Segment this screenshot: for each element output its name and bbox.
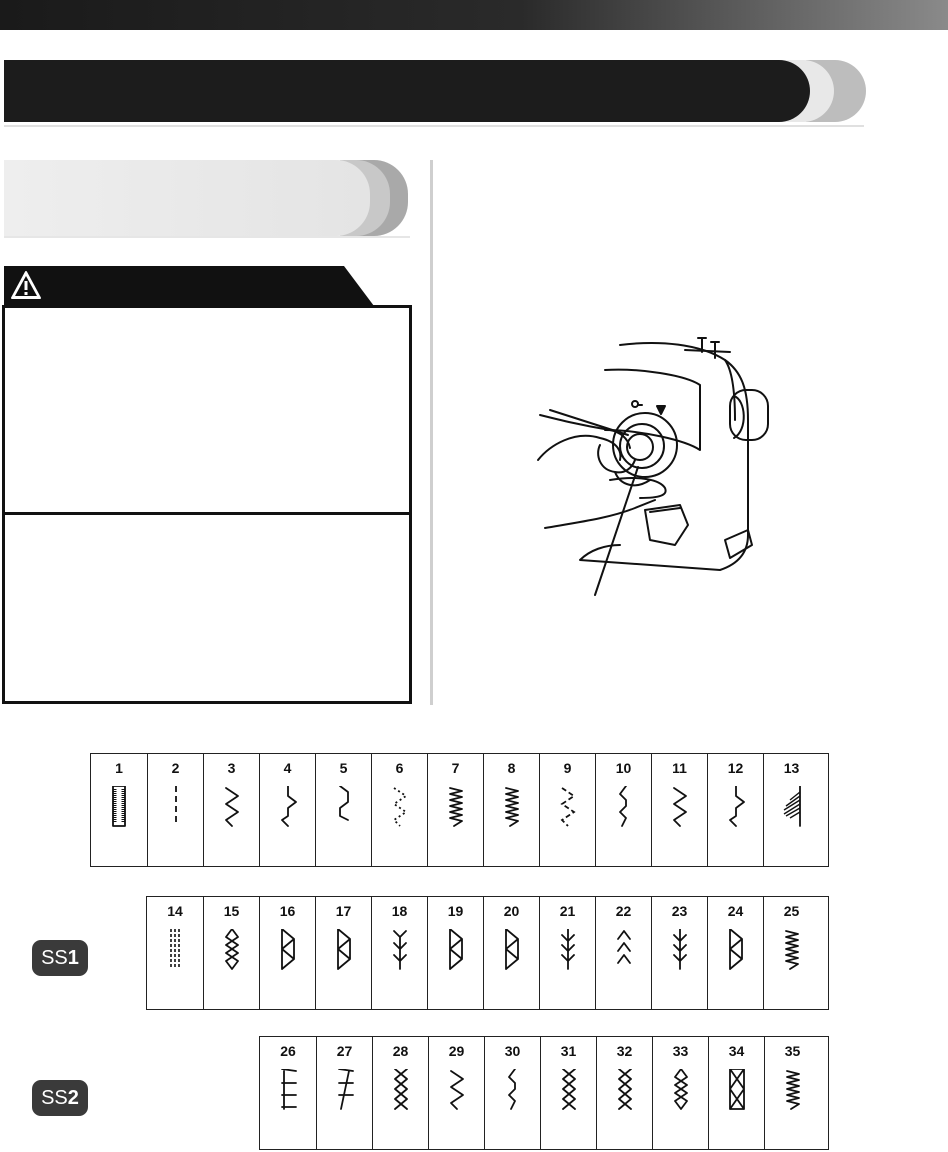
stitch-number: 6 (395, 760, 404, 776)
ss2-badge-text: SS (41, 1087, 68, 1109)
stitch-cell (427, 897, 483, 1009)
stitch-pattern-icon (559, 1069, 579, 1111)
stitch-cell (371, 754, 427, 866)
stitch-number: 27 (336, 1043, 353, 1059)
stitch-cell (371, 897, 427, 1009)
stitch-pattern-icon (502, 786, 522, 828)
stitch-pattern-icon (334, 929, 354, 971)
stitch-pattern-icon (558, 786, 578, 828)
stitch-pattern-icon (726, 929, 746, 971)
stitch-cell (764, 1037, 820, 1149)
stitch-number: 8 (507, 760, 516, 776)
stitch-cell (428, 1037, 484, 1149)
stitch-number: 17 (335, 903, 352, 919)
stitch-cell (707, 897, 763, 1009)
stitch-cell (484, 1037, 540, 1149)
stitch-number: 22 (615, 903, 632, 919)
stitch-pattern-icon (109, 786, 129, 828)
stitch-cell (203, 754, 259, 866)
stitch-number: 13 (783, 760, 800, 776)
section-shadow (4, 236, 410, 238)
caution-separator (2, 512, 412, 515)
stitch-pattern-icon (391, 1069, 411, 1111)
stitch-number: 32 (616, 1043, 633, 1059)
stitch-pattern-icon (446, 786, 466, 828)
stitch-number: 26 (280, 1043, 296, 1059)
stitch-pattern-icon (447, 1069, 467, 1111)
stitch-cell (260, 1037, 316, 1149)
ss2-badge-num: 2 (67, 1087, 79, 1109)
stitch-number: 2 (171, 760, 180, 776)
stitch-number: 29 (448, 1043, 465, 1059)
stitch-cell (763, 897, 819, 1009)
stitch-cell (483, 897, 539, 1009)
stitch-number: 18 (391, 903, 408, 919)
stitch-pattern-icon (222, 929, 242, 971)
stitch-cell (651, 754, 707, 866)
stitch-number: 23 (671, 903, 688, 919)
column-divider (430, 160, 433, 705)
stitch-cell (595, 897, 651, 1009)
stitch-pattern-icon (502, 929, 522, 971)
sewing-machine-illustration (520, 330, 790, 610)
stitch-row-2 (146, 896, 829, 1010)
stitch-number: 7 (451, 760, 460, 776)
stitch-pattern-icon (671, 1069, 691, 1111)
stitch-pattern-icon (782, 929, 802, 971)
stitch-cell (763, 754, 819, 866)
stitch-number: 4 (283, 760, 292, 776)
stitch-cell (203, 897, 259, 1009)
stitch-pattern-icon (278, 786, 298, 828)
stitch-number: 14 (167, 903, 183, 919)
stitch-pattern-icon (670, 929, 690, 971)
stitch-cell (315, 897, 371, 1009)
stitch-pattern-icon (614, 929, 634, 971)
stitch-cell (91, 754, 147, 866)
ss1-badge (32, 940, 88, 976)
stitch-cell (539, 754, 595, 866)
stitch-cell (652, 1037, 708, 1149)
stitch-cell (595, 754, 651, 866)
stitch-number: 1 (115, 760, 123, 776)
top-bar (0, 0, 948, 30)
stitch-cell (372, 1037, 428, 1149)
caution-box (2, 305, 412, 704)
stitch-cell (708, 1037, 764, 1149)
stitch-cell (539, 897, 595, 1009)
stitch-number: 15 (223, 903, 240, 919)
stitch-pattern-icon (726, 786, 746, 828)
stitch-number: 12 (727, 760, 744, 776)
stitch-cell (316, 1037, 372, 1149)
stitch-row-3 (259, 1036, 829, 1150)
stitch-number: 21 (559, 903, 576, 919)
stitch-cell (315, 754, 371, 866)
stitch-number: 19 (447, 903, 464, 919)
stitch-pattern-icon (390, 786, 410, 828)
stitch-pattern-icon (166, 786, 186, 828)
stitch-number: 30 (504, 1043, 521, 1059)
stitch-row-1 (90, 753, 829, 867)
stitch-pattern-icon (615, 1069, 635, 1111)
stitch-pattern-icon (783, 1069, 803, 1111)
stitch-number: 28 (392, 1043, 409, 1059)
stitch-pattern-icon (503, 1069, 523, 1111)
stitch-pattern-icon (727, 1069, 747, 1111)
stitch-cell (259, 754, 315, 866)
stitch-pattern-icon (558, 929, 578, 971)
stitch-pattern-icon (165, 929, 185, 971)
stitch-number: 35 (784, 1043, 801, 1059)
stitch-cell (540, 1037, 596, 1149)
stitch-pattern-icon (614, 786, 634, 828)
stitch-number: 16 (279, 903, 296, 919)
stitch-number: 24 (727, 903, 744, 919)
section-heading (4, 160, 370, 236)
stitch-number: 31 (560, 1043, 577, 1059)
stitch-pattern-icon (278, 929, 298, 971)
stitch-pattern-icon (334, 786, 354, 828)
stitch-cell (651, 897, 707, 1009)
stitch-pattern-icon (335, 1069, 355, 1111)
stitch-pattern-icon (278, 1069, 298, 1111)
stitch-cell (259, 897, 315, 1009)
stitch-number: 9 (563, 760, 572, 776)
warning-icon (10, 270, 42, 302)
ss1-badge-text: SS (41, 947, 68, 969)
stitch-number: 25 (783, 903, 800, 919)
stitch-number: 34 (728, 1043, 745, 1059)
stitch-number: 10 (615, 760, 632, 776)
stitch-cell (596, 1037, 652, 1149)
stitch-number: 3 (227, 760, 236, 776)
stitch-cell (147, 754, 203, 866)
stitch-cell (427, 754, 483, 866)
stitch-pattern-icon (670, 786, 690, 828)
ss2-badge (32, 1080, 88, 1116)
stitch-cell (147, 897, 203, 1009)
stitch-number: 5 (339, 760, 348, 776)
stitch-pattern-icon (446, 929, 466, 971)
stitch-pattern-icon (222, 786, 242, 828)
ss1-badge-num: 1 (67, 947, 79, 969)
stitch-number: 20 (503, 903, 520, 919)
stitch-number: 11 (672, 760, 687, 776)
stitch-cell (483, 754, 539, 866)
stitch-number: 33 (672, 1043, 689, 1059)
stitch-pattern-icon (782, 786, 802, 828)
stitch-cell (707, 754, 763, 866)
chapter-header (4, 60, 810, 122)
caution-tab (4, 266, 374, 306)
stitch-pattern-icon (390, 929, 410, 971)
header-rule (4, 125, 864, 127)
